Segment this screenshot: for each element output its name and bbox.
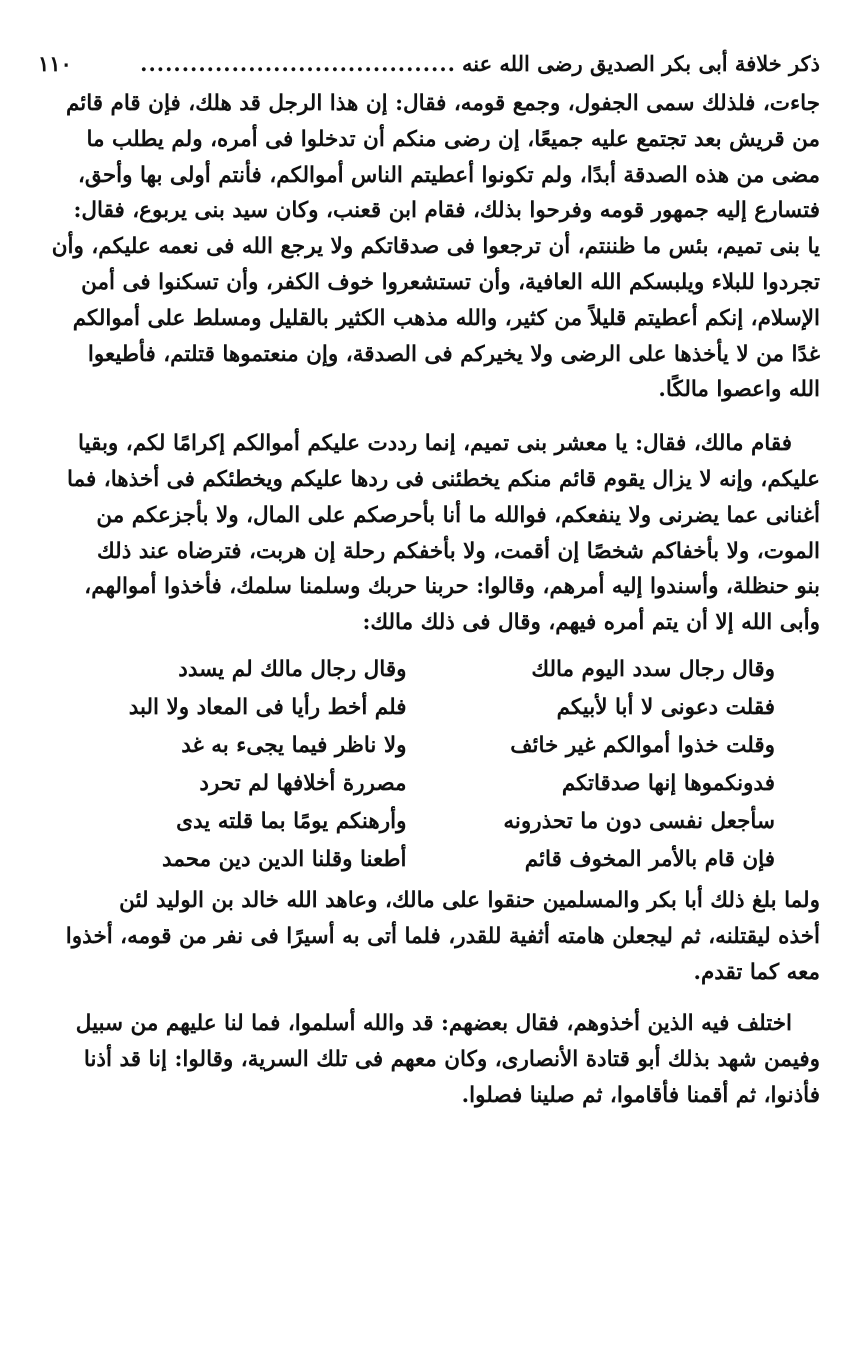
text-line: عليكم، وإنه لا يزال يقوم قائم منكم يخطئنى فى ردها عليكم ويخطئكم فى أخذها، فما [67, 466, 820, 492]
text-line: مضى من هذه الصدقة أبدًا، ولم تكونوا أعطيتم الناس أموالكم، فأنتم أولى بها وأحق، [77, 162, 820, 188]
verse-first-hemistich: فدونكموها إنها صدقاتكم [561, 770, 775, 796]
text-line: تجردوا للبلاء ويلبسكم الله العافية، وأن تستشعروا خوف الكفر، وأن تسكنوا فى أمن [81, 269, 820, 295]
verse-second-hemistich: فلم أخط رأيا فى المعاد ولا البد [128, 694, 407, 720]
verse-second-hemistich: ولا ناظر فيما يجىء به غد [181, 732, 407, 758]
text-line: الله واعصوا مالكًا. [658, 377, 820, 403]
text-line: فتسارع إليه جمهور قومه وفرحوا بذلك، فقام ابن قعنب، وكان سيد بنى يربوع، فقال: [73, 198, 820, 224]
text-line: وأبى الله إلا أن يتم أمره فيهم، وقال فى ذلك مالك: [362, 610, 820, 636]
text-line: أخذه ليقتلنه، ثم ليجعلن هامته أثفية للقدر، فلما أتى به أسيرًا فى نفر من قومه، أخذوا [65, 923, 820, 949]
verse-first-hemistich: فقلت دعونى لا أبا لأبيكم [556, 694, 775, 720]
running-header [38, 48, 820, 86]
text-line: أغنانى عما يضرنى ولا ينفعكم، فوالله ما أنا بأحرصكم على المال، ولا بأجزعكم من [96, 502, 820, 528]
verse-first-hemistich: وقلت خذوا أموالكم غير خائف [510, 732, 775, 758]
verse-second-hemistich: أطعنا وقلنا الدين دين محمد [162, 846, 407, 872]
text-line: وفيمن شهد بذلك أبو قتادة الأنصارى، وكان معهم فى تلك السرية، وقالوا: إنا قد أذنا [83, 1047, 820, 1073]
header-title: ذكر خلافة أبى بكر الصديق رضى الله عنه [461, 51, 820, 76]
paragraph-3 [38, 883, 820, 990]
poem [78, 651, 775, 879]
text-line: اختلف فيه الذين أخذوهم، فقال بعضهم: قد والله أسلموا، فما لنا عليهم من سبيل [75, 1011, 792, 1037]
text-line: غدًا من لا يأخذها على الرضى ولا يخيركم فى الصدقة، وإن منعتموها قتلتم، فأطيعوا [87, 341, 820, 367]
text-line: من قريش بعد تجتمع عليه جميعًا، إن رضى منكم أن تدخلوا فى أمره، ولم يطلب ما [86, 126, 820, 152]
poem-verse [78, 803, 775, 841]
poem-verse [78, 727, 775, 765]
verse-second-hemistich: وأرهنكم يومًا بما قلته يدى [176, 808, 407, 834]
text-line: جاءت، فلذلك سمى الجفول، وجمع قومه، فقال: إن هذا الرجل قد هلك، فإن قام قائم [65, 91, 820, 116]
text-line: يا بنى تميم، بئس ما ظننتم، أن ترجعوا فى صدقاتكم ولا يرجع الله فى نعمه عليكم، وأن [51, 234, 820, 260]
paragraph-2 [38, 426, 820, 641]
poem-verse [78, 651, 775, 689]
verse-first-hemistich: سأجعل نفسى دون ما تحذرونه [503, 808, 775, 834]
text-line: بنو حنظلة، وأسندوا إليه أمرهم، وقالوا: حربنا حربك وسلمنا سلمك، فأخذوا أموالهم، [84, 574, 820, 600]
page-number: ١١٠ [38, 51, 72, 76]
text-line: معه كما تقدم. [693, 959, 820, 985]
text-line: ولما بلغ ذلك أبا بكر والمسلمين حنقوا على مالك، وعاهد الله خالد بن الوليد لئن [119, 887, 820, 913]
verse-second-hemistich: وقال رجال مالك لم يسدد [178, 656, 407, 682]
verse-first-hemistich: فإن قام بالأمر المخوف قائم [524, 846, 775, 872]
text-line: فأذنوا، ثم أقمنا فأقاموا، ثم صلينا فصلوا. [461, 1082, 820, 1108]
paragraph-1 [38, 86, 820, 408]
text-line: الإسلام، إنكم أعطيتم قليلاً من كثير، والله مذهب الكثير بالقليل ومسلط على أموالكم [72, 305, 820, 331]
book-page [38, 48, 820, 1114]
paragraph-4 [38, 1006, 820, 1113]
text-line: الموت، ولا بأخفاكم شخصًا إن أقمت، ولا بأخفكم رحلة إن هربت، فترضاه عند ذلك [97, 538, 820, 564]
text-line: فقام مالك، فقال: يا معشر بنى تميم، إنما رددت عليكم أموالكم إكرامًا لكم، وبقيا [78, 431, 792, 457]
poem-verse [78, 841, 775, 879]
header-leader-dots: ...................................... [140, 51, 456, 76]
poem-verse [78, 689, 775, 727]
poem-verse [78, 765, 775, 803]
verse-first-hemistich: وقال رجال سدد اليوم مالك [531, 656, 775, 682]
verse-second-hemistich: مصررة أخلافها لم تحرد [199, 770, 407, 796]
